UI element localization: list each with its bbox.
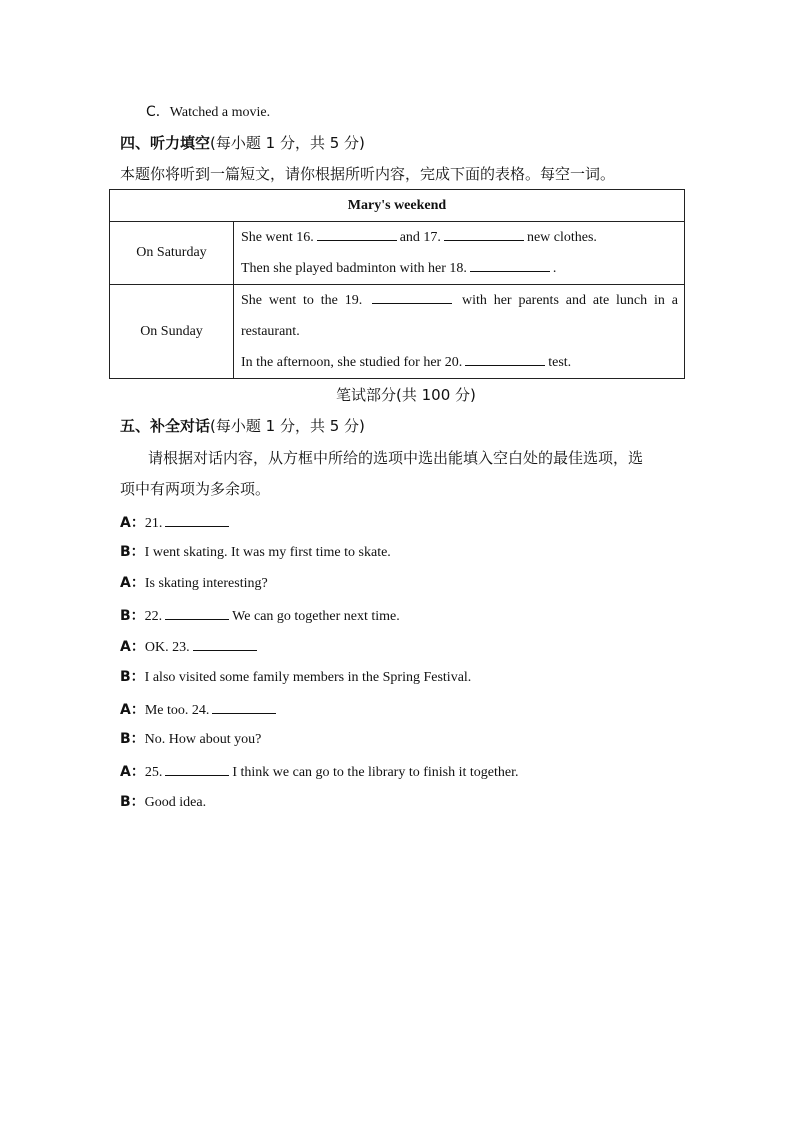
dialogue-line: A：Me too. 24.	[120, 699, 279, 720]
written-part-heading: 笔试部分(共 100 分)	[336, 386, 476, 404]
answer-blank-18[interactable]	[470, 257, 550, 272]
content-line: In the afternoon, she studied for her 20. test.	[241, 347, 678, 378]
speaker-label: B：	[120, 731, 145, 747]
speaker-label: A：	[120, 702, 145, 718]
option-text: Watched a movie.	[169, 105, 271, 120]
speaker-label: B：	[120, 794, 145, 810]
content-line: restaurant.	[241, 324, 300, 339]
dialogue-line: B：Good idea.	[120, 794, 207, 810]
answer-blank-24[interactable]	[212, 699, 276, 714]
dialogue-line: B：I also visited some family members in the Spring Festival.	[120, 669, 472, 685]
marys-weekend-table	[109, 189, 685, 379]
speaker-label: A：	[120, 575, 145, 591]
content-line: She went 16. and 17. new clothes.	[241, 222, 678, 253]
dialogue-line: B：22. We can go together next time.	[120, 605, 400, 626]
speaker-label: B：	[120, 669, 145, 685]
section-5-heading	[120, 417, 365, 435]
dialogue-line: B：No. How about you?	[120, 731, 262, 747]
table-row	[110, 222, 685, 285]
option-c	[146, 103, 270, 122]
answer-blank-23[interactable]	[193, 636, 257, 651]
speaker-label: A：	[120, 639, 145, 655]
answer-blank-25[interactable]	[165, 761, 229, 776]
day-cell: On Sunday	[110, 285, 234, 379]
answer-blank-20[interactable]	[465, 351, 545, 366]
day-cell: On Saturday	[110, 222, 234, 285]
section-4-title: 四、听力填空	[120, 134, 211, 152]
section-4-instruction: 本题你将听到一篇短文，请你根据所听内容，完成下面的表格。每空一词。	[120, 165, 616, 183]
speaker-label: A：	[120, 515, 145, 531]
speaker-label: A：	[120, 764, 145, 780]
content-cell	[234, 222, 685, 285]
content-line: Then she played badminton with her 18. .	[241, 253, 678, 284]
dialogue-line: A：OK. 23.	[120, 636, 260, 657]
dialogue-line: A：Is skating interesting?	[120, 575, 268, 591]
answer-blank-21[interactable]	[165, 512, 229, 527]
section-5-instruction-2: 项中有两项为多余项。	[120, 480, 271, 498]
content-line: She went to the 19. with her parents and ate lunch in a	[241, 285, 678, 316]
section-5-title: 五、补全对话	[120, 417, 211, 435]
dialogue-line: A：25. I think we can go to the library to finish it together.	[120, 761, 519, 782]
table-title: Mary's weekend	[110, 190, 685, 222]
answer-blank-17[interactable]	[444, 226, 524, 241]
dialogue-line: B：I went skating. It was my first time to skate.	[120, 544, 391, 560]
answer-blank-16[interactable]	[317, 226, 397, 241]
dialogue-line: A：21.	[120, 512, 232, 533]
answer-blank-22[interactable]	[165, 605, 229, 620]
option-label: C．	[146, 104, 170, 120]
section-4-heading	[120, 134, 365, 152]
speaker-label: B：	[120, 544, 145, 560]
section-5-instruction-1: 请根据对话内容，从方框中所给的选项中选出能填入空白处的最佳选项，选	[148, 449, 644, 467]
speaker-label: B：	[120, 608, 145, 624]
answer-blank-19[interactable]	[372, 289, 452, 304]
section-4-score: (每小题 1 分，共 5 分)	[210, 134, 365, 152]
section-5-score: (每小题 1 分，共 5 分)	[210, 417, 365, 435]
table-row	[110, 285, 685, 379]
content-cell	[234, 285, 685, 379]
